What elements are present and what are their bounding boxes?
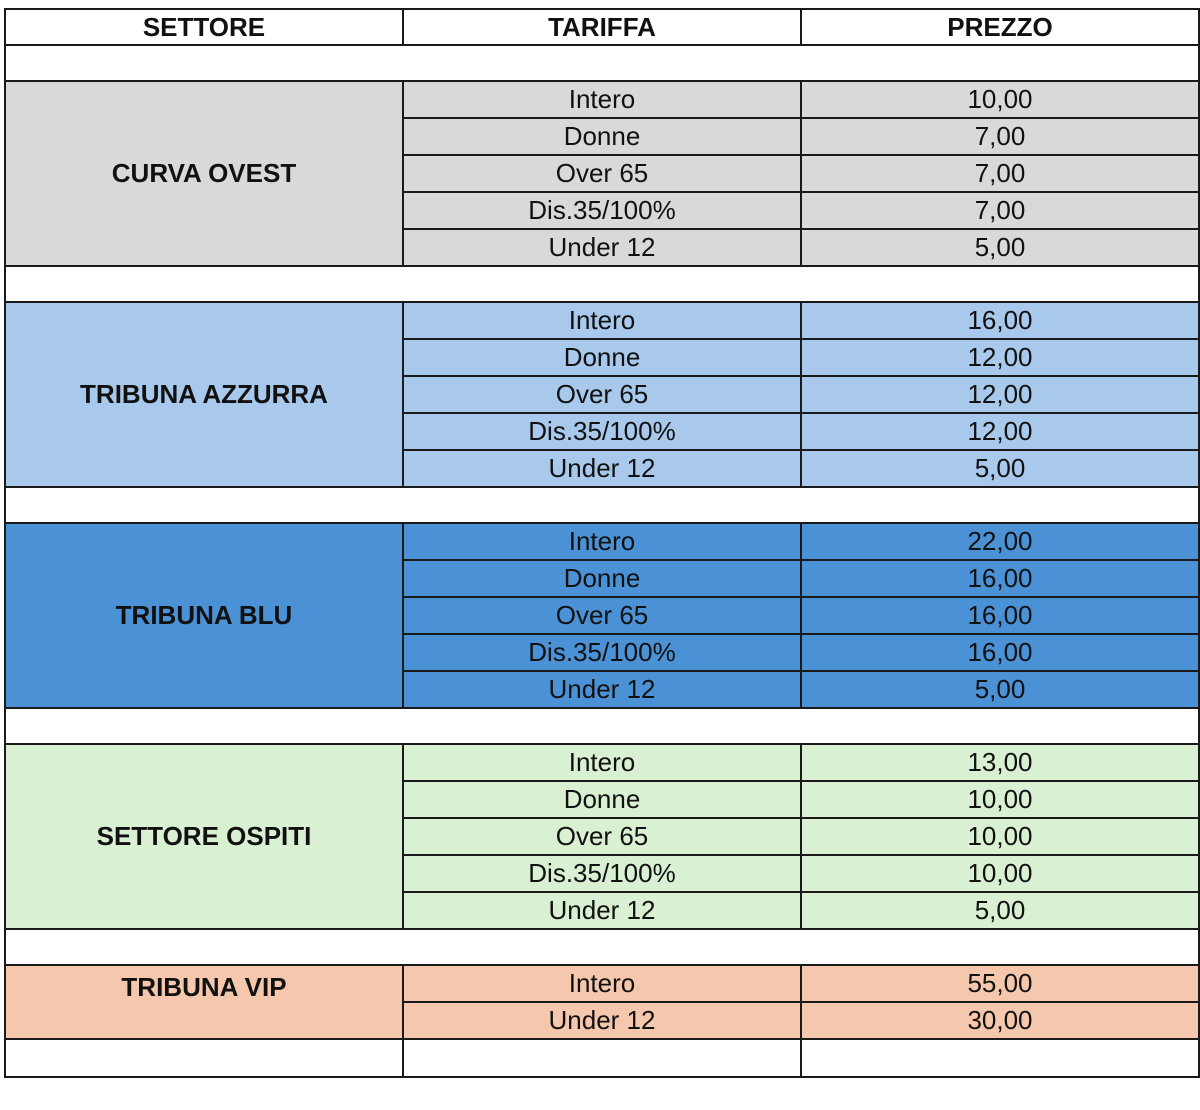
sector-cell: TRIBUNA VIP (5, 965, 403, 1039)
rate-cell: Donne (403, 560, 801, 597)
spacer-row (5, 45, 1199, 81)
price-cell: 22,00 (801, 523, 1199, 560)
rate-cell: Dis.35/100% (403, 413, 801, 450)
price-cell: 5,00 (801, 450, 1199, 487)
spacer-cell (5, 487, 1199, 523)
empty-row (5, 1039, 1199, 1077)
rate-cell: Intero (403, 81, 801, 118)
table-row (5, 81, 1199, 118)
price-cell: 13,00 (801, 744, 1199, 781)
price-cell: 5,00 (801, 892, 1199, 929)
rate-cell: Intero (403, 523, 801, 560)
sector-cell: CURVA OVEST (5, 81, 403, 266)
price-cell: 16,00 (801, 634, 1199, 671)
table-row (5, 965, 1199, 1002)
price-cell: 55,00 (801, 965, 1199, 1002)
price-table (4, 8, 1200, 1078)
price-cell: 30,00 (801, 1002, 1199, 1039)
rate-cell: Over 65 (403, 818, 801, 855)
price-cell: 10,00 (801, 781, 1199, 818)
rate-cell: Intero (403, 744, 801, 781)
rate-cell: Under 12 (403, 892, 801, 929)
rate-cell: Over 65 (403, 155, 801, 192)
rate-cell: Donne (403, 781, 801, 818)
header-sector: SETTORE (5, 9, 403, 45)
rate-cell: Over 65 (403, 376, 801, 413)
rate-cell: Dis.35/100% (403, 634, 801, 671)
empty-cell (5, 1039, 403, 1077)
empty-cell (801, 1039, 1199, 1077)
spacer-row (5, 266, 1199, 302)
rate-cell: Under 12 (403, 1002, 801, 1039)
price-cell: 12,00 (801, 413, 1199, 450)
spacer-cell (5, 266, 1199, 302)
price-cell: 16,00 (801, 302, 1199, 339)
rate-cell: Dis.35/100% (403, 192, 801, 229)
spacer-cell (5, 708, 1199, 744)
spacer-cell (5, 45, 1199, 81)
rate-cell: Under 12 (403, 229, 801, 266)
price-cell: 7,00 (801, 192, 1199, 229)
rate-cell: Donne (403, 339, 801, 376)
spacer-row (5, 487, 1199, 523)
header-row (5, 9, 1199, 45)
price-cell: 5,00 (801, 229, 1199, 266)
rate-cell: Under 12 (403, 671, 801, 708)
empty-cell (403, 1039, 801, 1077)
price-cell: 16,00 (801, 560, 1199, 597)
rate-cell: Intero (403, 302, 801, 339)
table-row (5, 523, 1199, 560)
price-cell: 10,00 (801, 818, 1199, 855)
header-price: PREZZO (801, 9, 1199, 45)
price-cell: 7,00 (801, 155, 1199, 192)
table-row (5, 744, 1199, 781)
spacer-cell (5, 929, 1199, 965)
sector-cell: TRIBUNA AZZURRA (5, 302, 403, 487)
price-cell: 7,00 (801, 118, 1199, 155)
sector-cell: TRIBUNA BLU (5, 523, 403, 708)
price-cell: 10,00 (801, 81, 1199, 118)
price-cell: 12,00 (801, 339, 1199, 376)
rate-cell: Dis.35/100% (403, 855, 801, 892)
price-cell: 5,00 (801, 671, 1199, 708)
rate-cell: Under 12 (403, 450, 801, 487)
rate-cell: Over 65 (403, 597, 801, 634)
sector-cell: SETTORE OSPITI (5, 744, 403, 929)
spacer-row (5, 929, 1199, 965)
price-cell: 10,00 (801, 855, 1199, 892)
price-cell: 12,00 (801, 376, 1199, 413)
price-cell: 16,00 (801, 597, 1199, 634)
rate-cell: Donne (403, 118, 801, 155)
header-rate: TARIFFA (403, 9, 801, 45)
spacer-row (5, 708, 1199, 744)
table-row (5, 302, 1199, 339)
rate-cell: Intero (403, 965, 801, 1002)
